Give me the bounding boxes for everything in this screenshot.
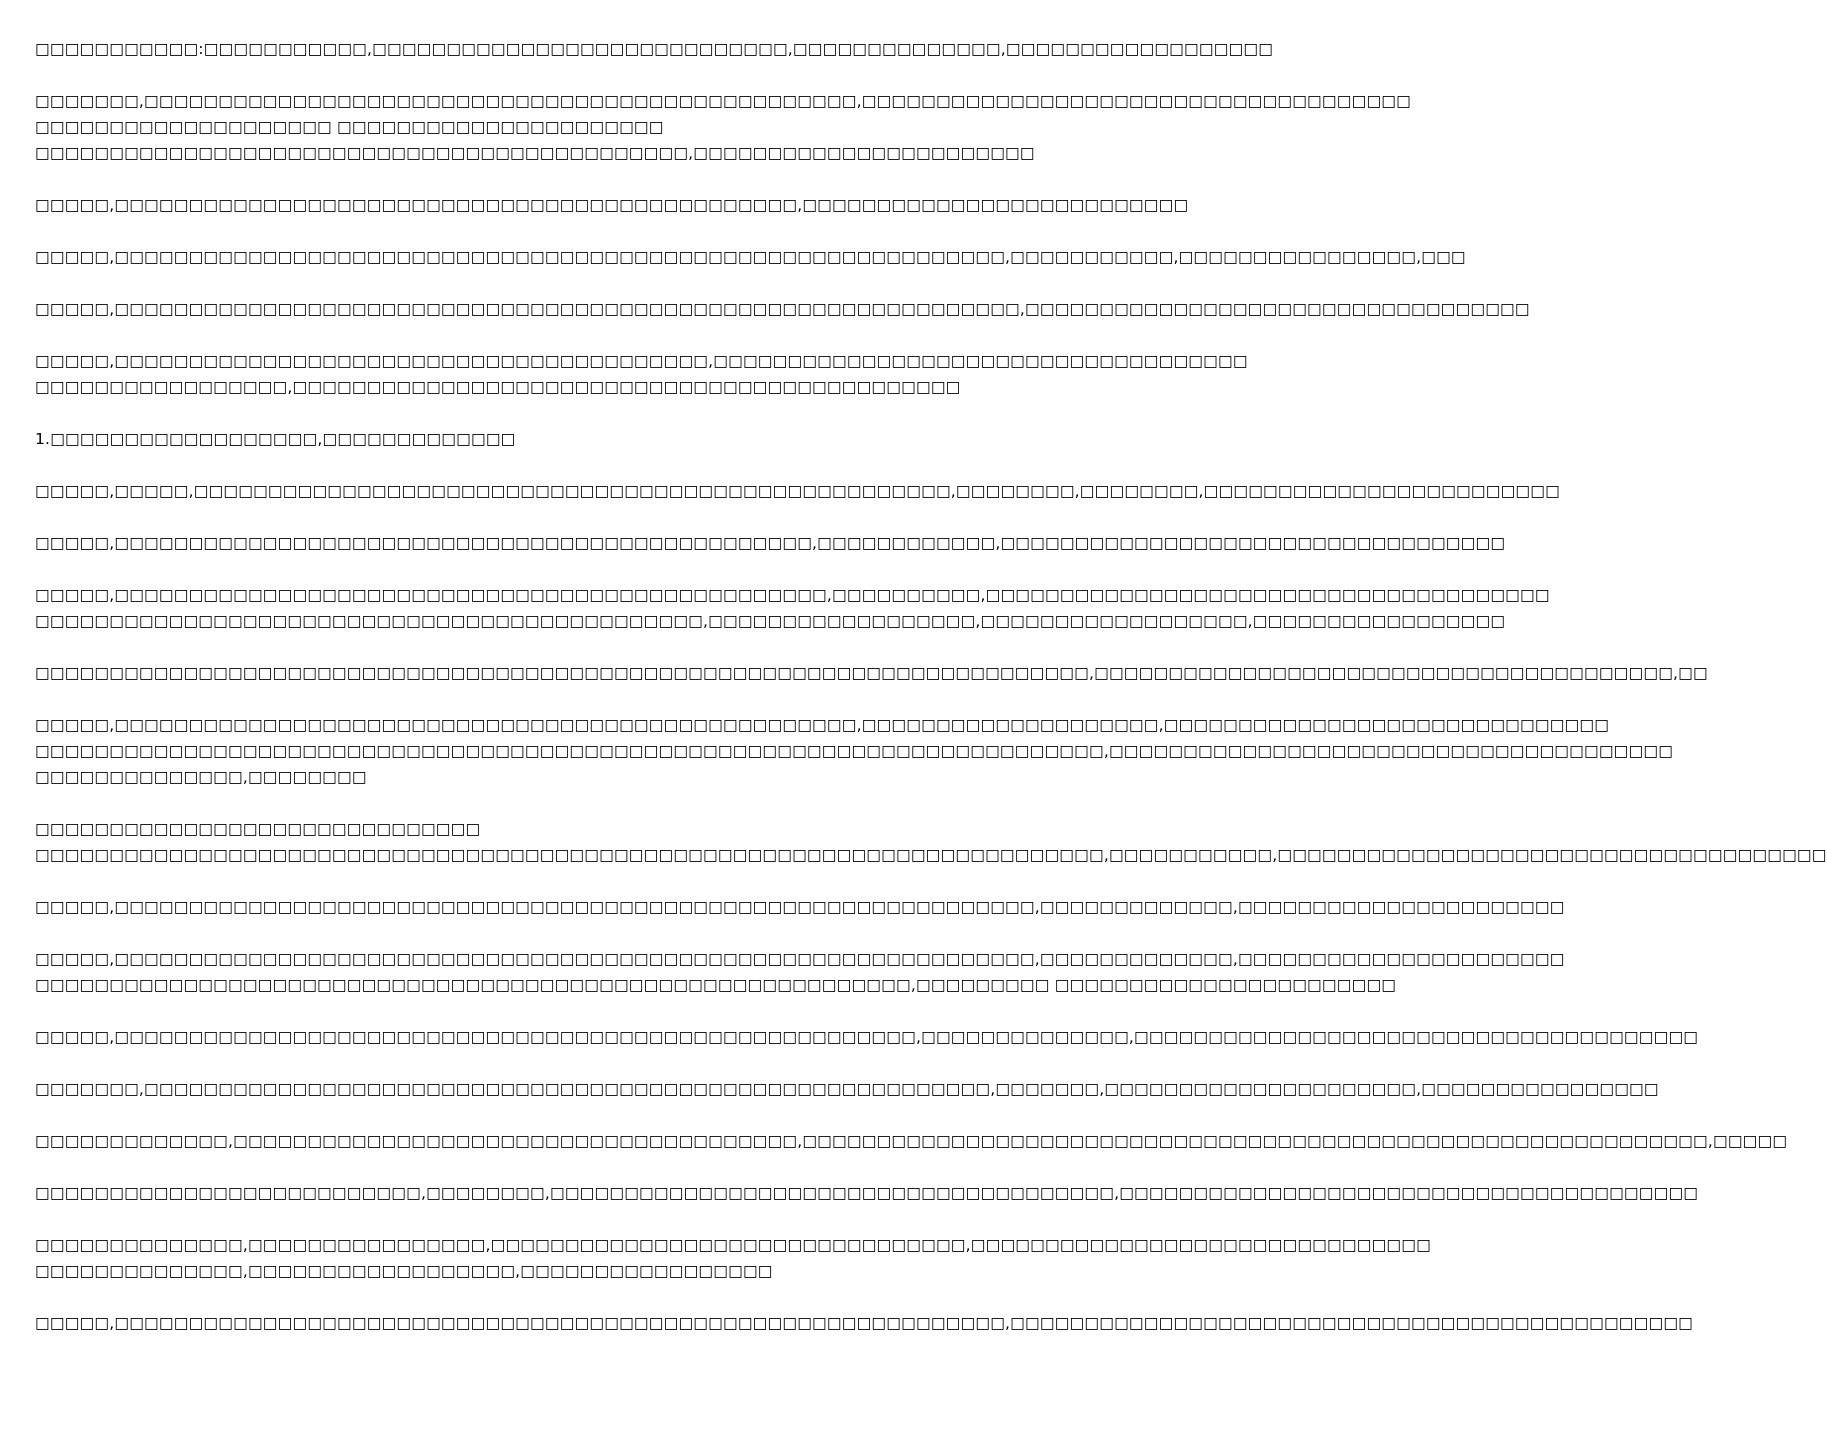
paragraph — [35, 816, 1827, 868]
paragraph-line: □□□□□□□□□□□□□□□□□□□□□□□□□□□□□□□□□□□□□□□□□□□□□□□□□□□□□□□□□□□□□□□□□□□□□□□,□□□□□□□□□□□□□□□□□□□□□□□□□□□□□□□□□□□□□□□,□□ — [35, 664, 1708, 682]
paragraph-line: □□□□□□□,□□□□□□□□□□□□□□□□□□□□□□□□□□□□□□□□□□□□□□□□□□□□□□□□□□□□□□□□□,□□□□□□□,□□□□□□□□□□□□□□□□□□□□□,□□□□□□□□□□□□□□□□ — [35, 1080, 1659, 1098]
paragraph-line: □□□□□,□□□□□,□□□□□□□□□□□□□□□□□□□□□□□□□□□□□□□□□□□□□□□□□□□□□□□□□□□,□□□□□□□□,□□□□□□□□,□□□□□□□□□□□□□□□□□□□□□□□□ — [35, 482, 1560, 500]
paragraph-line: □□□□□□□□□□□□□□□□□,□□□□□□□□□□□□□□□□□□□□□□□□□□□□□□□□□□□□□□□□□□□□□ — [35, 378, 961, 396]
paragraph-line: □□□□□,□□□□□□□□□□□□□□□□□□□□□□□□□□□□□□□□□□□□□□□□□□□□□□□□□□,□□□□□□□□□□□□□□□□□□□□,□□□□□□□□□□□□□□□□□□□□□□□□□□□□□□ — [35, 716, 1610, 734]
paragraph — [35, 478, 1560, 504]
paragraph-line: □□□□□,□□□□□□□□□□□□□□□□□□□□□□□□□□□□□□□□□□□□□□□□□□□□□□□□□□□□□□□□□□□□□,□□□□□□□□□□□□□□□□□□□□□□□□□□□□□□□□□□ — [35, 300, 1530, 318]
paragraph-line: □□□□□,□□□□□□□□□□□□□□□□□□□□□□□□□□□□□□□□□□□□□□□□□□□□□□□□□□□□□□□□□□□□,□□□□□□□□□□□□□□□□□□□□□□□□□□□□□□□□□□□□□□□□□□□□□□ — [35, 1314, 1694, 1332]
paragraph-line: □□□□□□□□□□□□□,□□□□□□□□□□□□□□□□□□□□□□□□□□□□□□□□□□□□□□,□□□□□□□□□□□□□□□□□□□□□□□□□□□□□□□□□□□□□□□□□□□□□□□□□□□□□□□□□□□□□,□□□□□ — [35, 1132, 1788, 1150]
paragraph-line: □□□□□,□□□□□□□□□□□□□□□□□□□□□□□□□□□□□□□□□□□□□□□□□□□□□□□□□□□□□□□□□□□□,□□□□□□□□□□□,□□□□□□□□□□□□□□□□,□□□ — [35, 248, 1466, 266]
paragraph — [35, 192, 1189, 218]
paragraph — [35, 88, 1411, 166]
paragraph-line: □□□□□,□□□□□□□□□□□□□□□□□□□□□□□□□□□□□□□□□□□□□□□□□□□□□□,□□□□□□□□□□□□□□□□□□□□□□□□□□ — [35, 196, 1189, 214]
paragraph — [35, 1232, 1431, 1284]
paragraph-line: □□□□□□□□□□□□□□□□□□□□□□□□□□,□□□□□□□□,□□□□□□□□□□□□□□□□□□□□□□□□□□□□□□□□□□□□□□,□□□□□□□□□□□□□□□□□□□□□□□□□□□□□□□□□□□□□□□ — [35, 1184, 1699, 1202]
paragraph-line: □□□□□□□□□□□□□□□□□□□□□□□□□□□□□□□□□□□□□□□□□□□□□□□□□□□□□□□□□□□,□□□□□□□□□ □□□□□□□□□□□□□□□□□□□□□□□ — [35, 976, 1397, 994]
paragraph-line: □□□□□□□□□□□□□□□□□□□□□□□□□□□□□□□□□□□□□□□□□□□□□□□□□□□□□□□□□□□□□□□□□□□□□□□□,□□□□□□□□□□□,□□□□□□□□□□□□□□□□□□□□□□□□□□□□□□□□□□□□□ — [35, 846, 1827, 864]
paragraph — [35, 660, 1708, 686]
paragraph — [35, 1128, 1788, 1154]
paragraph — [35, 36, 1274, 62]
paragraph — [35, 348, 1248, 400]
document-body — [35, 36, 1827, 1362]
paragraph-line: □□□□□□□□□□□□□□,□□□□□□□□□□□□□□□□□□,□□□□□□□□□□□□□□□□□ — [35, 1262, 773, 1280]
paragraph-line: □□□□□□□,□□□□□□□□□□□□□□□□□□□□□□□□□□□□□□□□□□□□□□□□□□□□□□□□,□□□□□□□□□□□□□□□□□□□□□□□□□□□□□□□□□□□□□ — [35, 92, 1411, 110]
paragraph-line: □□□□□,□□□□□□□□□□□□□□□□□□□□□□□□□□□□□□□□□□□□□□□□□□□□□□□□,□□□□□□□□□□,□□□□□□□□□□□□□□□□□□□□□□□□□□□□□□□□□□□□□□ — [35, 586, 1550, 604]
paragraph — [35, 244, 1466, 270]
paragraph — [35, 946, 1565, 998]
paragraph — [35, 1310, 1694, 1336]
paragraph-line: □□□□□,□□□□□□□□□□□□□□□□□□□□□□□□□□□□□□□□□□□□□□□□,□□□□□□□□□□□□□□□□□□□□□□□□□□□□□□□□□□□□ — [35, 352, 1248, 370]
paragraph-line: □□□□□,□□□□□□□□□□□□□□□□□□□□□□□□□□□□□□□□□□□□□□□□□□□□□□□□□□□□□□,□□□□□□□□□□□□□□,□□□□□□□□□□□□□□□□□□□□□□□□□□□□□□□□□□□□□□ — [35, 1028, 1699, 1046]
paragraph-line: □□□□□□□□□□□□□□□□□□□□□□□□□□□□□□□□□□□□□□□□□□□□□□□□□□□□□□□□□□□□□□□□□□□□□□□□,□□□□□□□□□□□□□□□□□□□□□□□□□□□□□□□□□□□□□□ — [35, 742, 1674, 760]
paragraph — [35, 1076, 1659, 1102]
paragraph-line: □□□□□□□□□□□□□□,□□□□□□□□□□□□□□□□,□□□□□□□□□□□□□□□□□□□□□□□□□□□□□□□□,□□□□□□□□□□□□□□□□□□□□□□□□□□□□□□□ — [35, 1236, 1431, 1254]
paragraph-line: □□□□□,□□□□□□□□□□□□□□□□□□□□□□□□□□□□□□□□□□□□□□□□□□□□□□□□□□□□□□□□□□□□□□,□□□□□□□□□□□□□,□□□□□□□□□□□□□□□□□□□□□□ — [35, 950, 1565, 968]
paragraph — [35, 530, 1506, 556]
paragraph-line: □□□□□,□□□□□□□□□□□□□□□□□□□□□□□□□□□□□□□□□□□□□□□□□□□□□□□,□□□□□□□□□□□□,□□□□□□□□□□□□□□□□□□□□□□□□□□□□□□□□□□ — [35, 534, 1506, 552]
paragraph-line: □□□□□□□□□□□□□□□□□□□□ □□□□□□□□□□□□□□□□□□□□□□ — [35, 118, 664, 136]
paragraph-line: □□□□□,□□□□□□□□□□□□□□□□□□□□□□□□□□□□□□□□□□□□□□□□□□□□□□□□□□□□□□□□□□□□□□,□□□□□□□□□□□□□,□□□□□□□□□□□□□□□□□□□□□□ — [35, 898, 1565, 916]
paragraph — [35, 894, 1565, 920]
paragraph — [35, 712, 1674, 790]
paragraph-line: □□□□□□□□□□□□□□,□□□□□□□□ — [35, 768, 367, 786]
paragraph-line: □□□□□□□□□□□□□□□□□□□□□□□□□□□□□□□□□□□□□□□□□□□□□,□□□□□□□□□□□□□□□□□□,□□□□□□□□□□□□□□□□□□,□□□□□□□□□□□□□□□□□ — [35, 612, 1506, 630]
paragraph-line: □□□□□□□□□□□□□□□□□□□□□□□□□□□□□□ — [35, 820, 481, 838]
paragraph — [35, 582, 1550, 634]
paragraph-line: □□□□□□□□□□□:□□□□□□□□□□□,□□□□□□□□□□□□□□□□□□□□□□□□□□□□,□□□□□□□□□□□□□□,□□□□□□□□□□□□□□□□□□ — [35, 40, 1274, 58]
paragraph — [35, 296, 1530, 322]
paragraph-line: □□□□□□□□□□□□□□□□□□□□□□□□□□□□□□□□□□□□□□□□□□□□,□□□□□□□□□□□□□□□□□□□□□□□ — [35, 144, 1035, 162]
paragraph — [35, 1180, 1699, 1206]
paragraph — [35, 1024, 1699, 1050]
paragraph — [35, 426, 990, 452]
paragraph-line: 1.□□□□□□□□□□□□□□□□□□,□□□□□□□□□□□□□ — [35, 430, 516, 448]
